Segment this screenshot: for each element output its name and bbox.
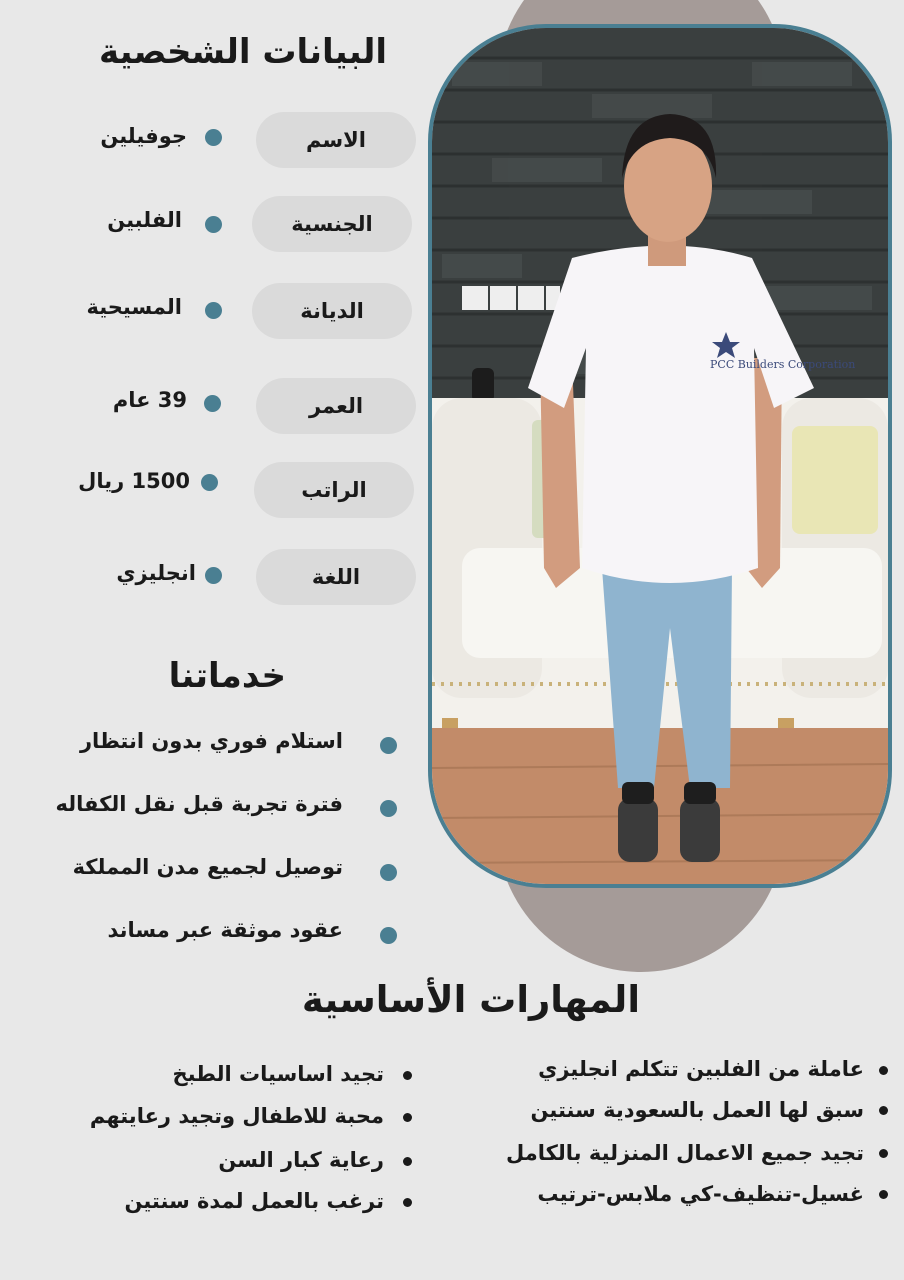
shirt-logo-text: PCC Builders Corporation (710, 358, 856, 371)
skill-item: ترغب بالعمل لمدة سنتين (124, 1189, 384, 1213)
bullet-dot-icon (879, 1190, 888, 1199)
skill-item: عاملة من الفلبين تتكلم انجليزي (538, 1057, 864, 1081)
skill-item: محبة للاطفال وتجيد رعايتهم (89, 1104, 384, 1128)
services-title: خدماتنا (168, 656, 286, 696)
value-age: 39 عام (112, 388, 187, 412)
value-nationality: الفلبين (107, 208, 182, 232)
skill-item: تجيد اساسيات الطبخ (172, 1062, 384, 1086)
bullet-dot-icon (879, 1066, 888, 1075)
bullet-dot-icon (205, 216, 222, 233)
skill-item: تجيد جميع الاعمال المنزلية بالكامل (506, 1141, 864, 1165)
bullet-dot-icon (403, 1157, 412, 1166)
personal-info-title: البيانات الشخصية (98, 32, 387, 72)
bullet-dot-icon (204, 395, 221, 412)
bullet-dot-icon (201, 474, 218, 491)
skill-item: رعاية كبار السن (218, 1148, 384, 1172)
worker-photo-illustration (432, 28, 888, 884)
value-salary: 1500 ريال (78, 469, 190, 493)
bullet-dot-icon (403, 1113, 412, 1122)
service-item: استلام فوري بدون انتظار (79, 729, 343, 753)
worker-photo (428, 24, 892, 888)
label-nationality: الجنسية (252, 196, 412, 252)
label-salary: الراتب (254, 462, 414, 518)
bullet-dot-icon (205, 567, 222, 584)
value-name: جوفيلين (100, 124, 187, 148)
bullet-dot-icon (380, 800, 397, 817)
service-item: فترة تجربة قبل نقل الكفاله (55, 792, 343, 816)
bullet-dot-icon (205, 129, 222, 146)
skill-item: غسيل-تنظيف-كي ملابس-ترتيب (537, 1182, 864, 1206)
bullet-dot-icon (879, 1149, 888, 1158)
label-age: العمر (256, 378, 416, 434)
label-religion: الديانة (252, 283, 412, 339)
bullet-dot-icon (380, 927, 397, 944)
service-item: توصيل لجميع مدن المملكة (72, 855, 343, 879)
value-language: انجليزي (116, 561, 196, 585)
service-item: عقود موثقة عبر مساند (107, 918, 343, 942)
value-religion: المسيحية (86, 295, 182, 319)
bullet-dot-icon (403, 1198, 412, 1207)
bullet-dot-icon (403, 1071, 412, 1080)
bullet-dot-icon (205, 302, 222, 319)
bullet-dot-icon (380, 864, 397, 881)
label-language: اللغة (256, 549, 416, 605)
skill-item: سبق لها العمل بالسعودية سنتين (530, 1098, 864, 1122)
bullet-dot-icon (879, 1106, 888, 1115)
bullet-dot-icon (380, 737, 397, 754)
skills-title: المهارات الأساسية (301, 978, 640, 1021)
label-name: الاسم (256, 112, 416, 168)
